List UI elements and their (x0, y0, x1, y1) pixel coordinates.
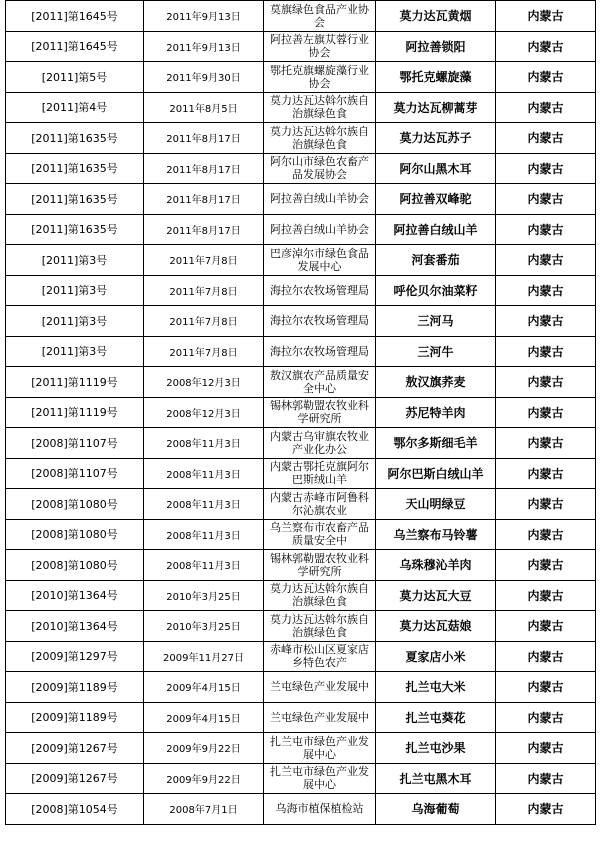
product-name-cell: 乌海葡萄 (376, 794, 496, 825)
applicant-organization-cell (264, 458, 376, 489)
applicant-organization-cell (264, 367, 376, 398)
applicant-organization-text: 内蒙古鄂托克旗阿尔巴斯绒山羊 (270, 460, 369, 487)
approval-date-cell: 2011年7月8日 (144, 245, 264, 276)
registration-number-cell: [2008]第1080号 (6, 550, 144, 581)
registration-number-cell: [2011]第1635号 (6, 123, 144, 154)
registration-number-cell: [2009]第1189号 (6, 702, 144, 733)
approval-date-cell: 2011年7月8日 (144, 336, 264, 367)
registration-number-cell: [2011]第1635号 (6, 153, 144, 184)
applicant-organization-cell (264, 123, 376, 154)
table-row (6, 245, 596, 276)
product-name-cell: 阿拉善白绒山羊 (376, 214, 496, 245)
region-cell: 内蒙古 (496, 763, 596, 794)
approval-date-cell: 2008年11月3日 (144, 550, 264, 581)
registration-number-cell: [2008]第1054号 (6, 794, 144, 825)
approval-date-cell: 2008年11月3日 (144, 489, 264, 520)
table-row (6, 580, 596, 611)
applicant-organization-cell (264, 92, 376, 123)
applicant-organization-text: 海拉尔农牧场管理局 (270, 314, 369, 328)
product-name-cell: 扎兰屯黑木耳 (376, 763, 496, 794)
region-cell: 内蒙古 (496, 489, 596, 520)
registration-number-cell: [2011]第5号 (6, 62, 144, 93)
table-row (6, 306, 596, 337)
region-cell: 内蒙古 (496, 1, 596, 32)
applicant-organization-cell (264, 611, 376, 642)
registration-number-cell: [2011]第1635号 (6, 184, 144, 215)
registration-table-container (5, 0, 595, 825)
applicant-organization-text: 阿尔山市绿色农畜产品发展协会 (270, 155, 369, 182)
region-cell: 内蒙古 (496, 306, 596, 337)
applicant-organization-text: 巴彦淖尔市绿色食品发展中心 (270, 246, 369, 273)
applicant-organization-cell (264, 733, 376, 764)
region-cell: 内蒙古 (496, 519, 596, 550)
applicant-organization-text: 莫力达瓦达斡尔族自治旗绿色食 (270, 612, 369, 639)
registration-number-cell: [2009]第1189号 (6, 672, 144, 703)
applicant-organization-text: 海拉尔农牧场管理局 (270, 283, 369, 297)
approval-date-cell: 2011年9月13日 (144, 31, 264, 62)
applicant-organization-text: 兰屯绿色产业发展中 (270, 710, 369, 724)
product-name-cell: 乌珠穆沁羊肉 (376, 550, 496, 581)
product-name-cell: 扎兰屯葵花 (376, 702, 496, 733)
table-row (6, 214, 596, 245)
product-name-cell: 鄂托克螺旋藻 (376, 62, 496, 93)
applicant-organization-cell (264, 336, 376, 367)
applicant-organization-cell (264, 62, 376, 93)
region-cell: 内蒙古 (496, 550, 596, 581)
applicant-organization-text: 锡林郭勒盟农牧业科学研究所 (270, 551, 369, 578)
table-row (6, 763, 596, 794)
region-cell: 内蒙古 (496, 62, 596, 93)
table-row (6, 92, 596, 123)
registration-number-cell: [2011]第1645号 (6, 31, 144, 62)
table-row (6, 62, 596, 93)
approval-date-cell: 2008年12月3日 (144, 367, 264, 398)
applicant-organization-cell (264, 428, 376, 459)
table-row (6, 336, 596, 367)
registration-number-cell: [2011]第1635号 (6, 214, 144, 245)
region-cell: 内蒙古 (496, 794, 596, 825)
table-row (6, 31, 596, 62)
applicant-organization-cell (264, 550, 376, 581)
approval-date-cell: 2008年11月3日 (144, 428, 264, 459)
product-name-cell: 三河牛 (376, 336, 496, 367)
applicant-organization-text: 内蒙古赤峰市阿鲁科尔沁旗农业 (270, 490, 369, 517)
applicant-organization-text: 莫力达瓦达斡尔族自治旗绿色食 (270, 94, 369, 121)
registration-number-cell: [2009]第1297号 (6, 641, 144, 672)
region-cell: 内蒙古 (496, 702, 596, 733)
product-name-cell: 阿拉善双峰驼 (376, 184, 496, 215)
registration-number-cell: [2008]第1107号 (6, 458, 144, 489)
table-row (6, 397, 596, 428)
applicant-organization-cell (264, 184, 376, 215)
approval-date-cell: 2010年3月25日 (144, 611, 264, 642)
product-name-cell: 呼伦贝尔油菜籽 (376, 275, 496, 306)
table-row (6, 519, 596, 550)
table-row (6, 153, 596, 184)
registration-number-cell: [2008]第1107号 (6, 428, 144, 459)
region-cell: 内蒙古 (496, 672, 596, 703)
registration-table (5, 0, 596, 825)
approval-date-cell: 2008年12月3日 (144, 397, 264, 428)
applicant-organization-cell (264, 519, 376, 550)
registration-number-cell: [2008]第1080号 (6, 519, 144, 550)
region-cell: 内蒙古 (496, 733, 596, 764)
approval-date-cell: 2011年8月17日 (144, 123, 264, 154)
registration-number-cell: [2011]第4号 (6, 92, 144, 123)
table-row (6, 428, 596, 459)
applicant-organization-cell (264, 641, 376, 672)
registration-number-cell: [2010]第1364号 (6, 580, 144, 611)
table-row (6, 184, 596, 215)
registration-number-cell: [2010]第1364号 (6, 611, 144, 642)
region-cell: 内蒙古 (496, 214, 596, 245)
product-name-cell: 鄂尔多斯细毛羊 (376, 428, 496, 459)
applicant-organization-text: 阿拉善白绒山羊协会 (270, 222, 369, 236)
product-name-cell: 夏家店小米 (376, 641, 496, 672)
applicant-organization-text: 乌海市植保植检站 (275, 802, 364, 816)
approval-date-cell: 2009年11月27日 (144, 641, 264, 672)
applicant-organization-cell (264, 214, 376, 245)
registration-number-cell: [2011]第3号 (6, 336, 144, 367)
approval-date-cell: 2008年7月1日 (144, 794, 264, 825)
product-name-cell: 莫力达瓦菇娘 (376, 611, 496, 642)
region-cell: 内蒙古 (496, 123, 596, 154)
product-name-cell: 三河马 (376, 306, 496, 337)
registration-number-cell: [2011]第1645号 (6, 1, 144, 32)
registration-number-cell: [2011]第3号 (6, 245, 144, 276)
approval-date-cell: 2011年8月17日 (144, 184, 264, 215)
applicant-organization-text: 莫旗绿色食品产业协会 (270, 2, 369, 29)
table-row (6, 458, 596, 489)
registration-number-cell: [2011]第1119号 (6, 367, 144, 398)
applicant-organization-text: 锡林郭勒盟农牧业科学研究所 (270, 399, 369, 426)
registration-number-cell: [2011]第1119号 (6, 397, 144, 428)
product-name-cell: 莫力达瓦柳蒿芽 (376, 92, 496, 123)
applicant-organization-text: 海拉尔农牧场管理局 (270, 344, 369, 358)
table-row (6, 611, 596, 642)
applicant-organization-cell (264, 306, 376, 337)
region-cell: 内蒙古 (496, 184, 596, 215)
table-row (6, 489, 596, 520)
registration-number-cell: [2008]第1080号 (6, 489, 144, 520)
approval-date-cell: 2011年9月13日 (144, 1, 264, 32)
approval-date-cell: 2011年8月17日 (144, 214, 264, 245)
applicant-organization-text: 鄂托克旗螺旋藻行业协会 (270, 63, 369, 90)
approval-date-cell: 2008年11月3日 (144, 458, 264, 489)
registration-number-cell: [2009]第1267号 (6, 763, 144, 794)
region-cell: 内蒙古 (496, 367, 596, 398)
product-name-cell: 阿拉善锁阳 (376, 31, 496, 62)
product-name-cell: 扎兰屯沙果 (376, 733, 496, 764)
approval-date-cell: 2009年4月15日 (144, 672, 264, 703)
product-name-cell: 天山明绿豆 (376, 489, 496, 520)
product-name-cell: 扎兰屯大米 (376, 672, 496, 703)
product-name-cell: 阿尔山黑木耳 (376, 153, 496, 184)
registration-number-cell: [2011]第3号 (6, 306, 144, 337)
approval-date-cell: 2009年9月22日 (144, 763, 264, 794)
product-name-cell: 莫力达瓦黄烟 (376, 1, 496, 32)
table-row (6, 794, 596, 825)
approval-date-cell: 2011年7月8日 (144, 275, 264, 306)
region-cell: 内蒙古 (496, 92, 596, 123)
product-name-cell: 苏尼特羊肉 (376, 397, 496, 428)
region-cell: 内蒙古 (496, 336, 596, 367)
applicant-organization-cell (264, 580, 376, 611)
table-row (6, 641, 596, 672)
region-cell: 内蒙古 (496, 275, 596, 306)
product-name-cell: 阿尔巴斯白绒山羊 (376, 458, 496, 489)
region-cell: 内蒙古 (496, 153, 596, 184)
approval-date-cell: 2008年11月3日 (144, 519, 264, 550)
applicant-organization-cell (264, 794, 376, 825)
table-body (6, 1, 596, 825)
product-name-cell: 敖汉旗荞麦 (376, 367, 496, 398)
applicant-organization-cell (264, 397, 376, 428)
product-name-cell: 莫力达瓦大豆 (376, 580, 496, 611)
applicant-organization-cell (264, 31, 376, 62)
applicant-organization-text: 莫力达瓦达斡尔族自治旗绿色食 (270, 582, 369, 609)
applicant-organization-text: 敖汉旗农产品质量安全中心 (270, 368, 369, 395)
applicant-organization-cell (264, 489, 376, 520)
table-row (6, 672, 596, 703)
approval-date-cell: 2009年9月22日 (144, 733, 264, 764)
region-cell: 内蒙古 (496, 245, 596, 276)
applicant-organization-text: 内蒙古乌审旗农牧业产业化办公 (270, 429, 369, 456)
table-row (6, 275, 596, 306)
approval-date-cell: 2011年8月5日 (144, 92, 264, 123)
table-row (6, 1, 596, 32)
region-cell: 内蒙古 (496, 31, 596, 62)
region-cell: 内蒙古 (496, 580, 596, 611)
table-row (6, 550, 596, 581)
applicant-organization-text: 兰屯绿色产业发展中 (270, 680, 369, 694)
approval-date-cell: 2009年4月15日 (144, 702, 264, 733)
table-row (6, 123, 596, 154)
region-cell: 内蒙古 (496, 428, 596, 459)
applicant-organization-cell (264, 153, 376, 184)
applicant-organization-text: 扎兰屯市绿色产业发展中心 (270, 734, 369, 761)
applicant-organization-text: 阿拉善左旗苁蓉行业协会 (270, 33, 369, 60)
applicant-organization-text: 扎兰屯市绿色产业发展中心 (270, 765, 369, 792)
registration-number-cell: [2009]第1267号 (6, 733, 144, 764)
region-cell: 内蒙古 (496, 397, 596, 428)
table-row (6, 702, 596, 733)
approval-date-cell: 2010年3月25日 (144, 580, 264, 611)
table-row (6, 733, 596, 764)
applicant-organization-cell (264, 672, 376, 703)
applicant-organization-cell (264, 275, 376, 306)
table-row (6, 367, 596, 398)
approval-date-cell: 2011年9月30日 (144, 62, 264, 93)
region-cell: 内蒙古 (496, 641, 596, 672)
applicant-organization-text: 阿拉善白绒山羊协会 (270, 192, 369, 206)
applicant-organization-cell (264, 245, 376, 276)
approval-date-cell: 2011年8月17日 (144, 153, 264, 184)
product-name-cell: 莫力达瓦苏子 (376, 123, 496, 154)
applicant-organization-text: 赤峰市松山区夏家店乡特色农产 (270, 643, 369, 670)
region-cell: 内蒙古 (496, 611, 596, 642)
approval-date-cell: 2011年7月8日 (144, 306, 264, 337)
product-name-cell: 河套番茄 (376, 245, 496, 276)
product-name-cell: 乌兰察布马铃薯 (376, 519, 496, 550)
applicant-organization-cell (264, 763, 376, 794)
applicant-organization-text: 乌兰察布市农畜产品质量安全中 (270, 521, 369, 548)
region-cell: 内蒙古 (496, 458, 596, 489)
registration-number-cell: [2011]第3号 (6, 275, 144, 306)
applicant-organization-text: 莫力达瓦达斡尔族自治旗绿色食 (270, 124, 369, 151)
applicant-organization-cell (264, 702, 376, 733)
applicant-organization-cell (264, 1, 376, 32)
